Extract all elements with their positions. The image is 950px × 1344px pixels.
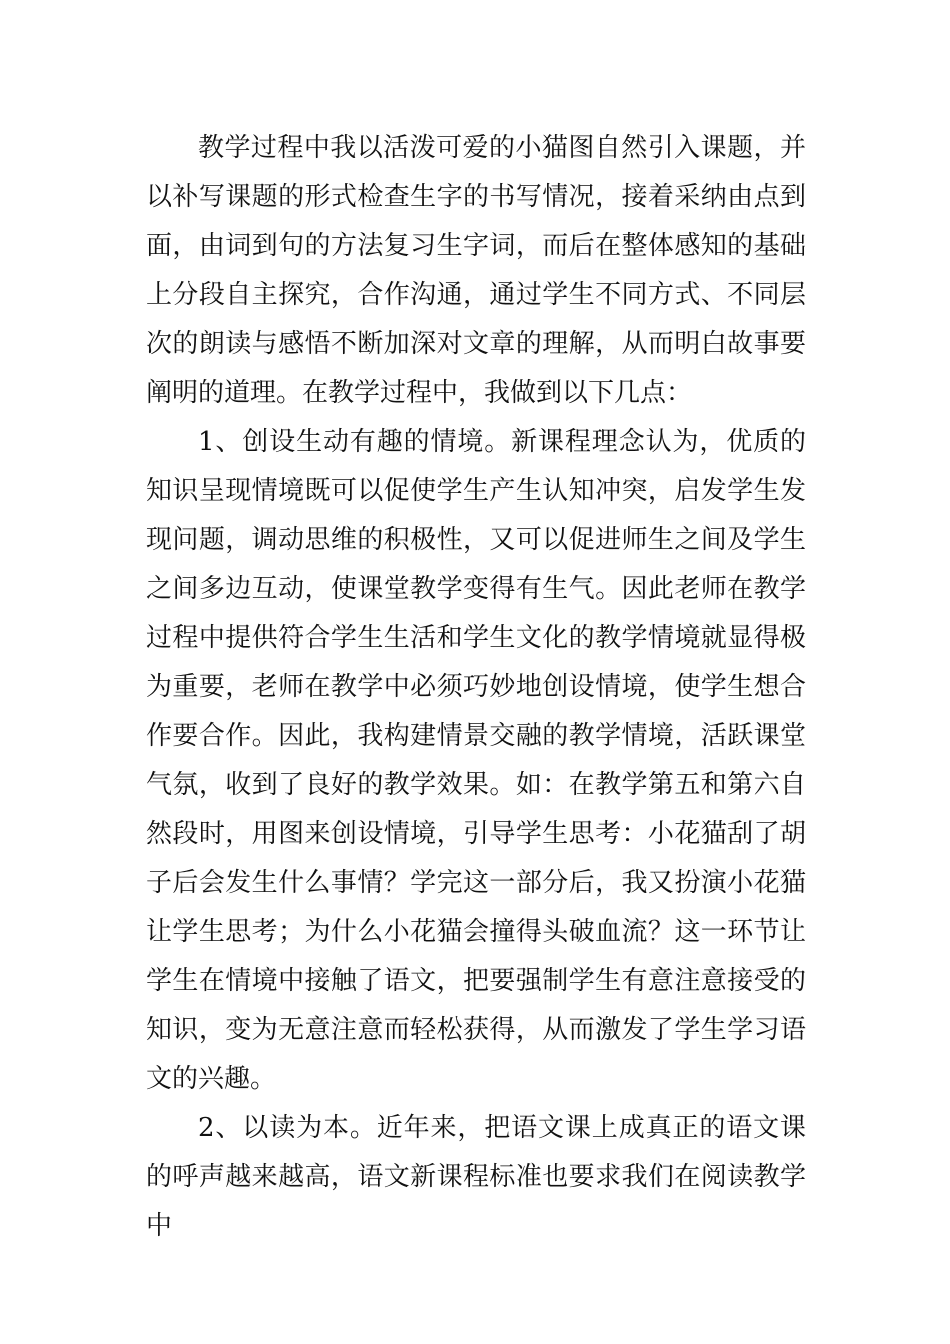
paragraph-point-1: 1、创设生动有趣的情境。新课程理念认为，优质的知识呈现情境既可以促使学生产生认知冲突，启发学生发现问题，调动思维的积极性，又可以促进师生之间及学生之间多边互动，使课堂教学变得有生气。因此老师在教学过程中提供符合学生生活和学生文化的教学情境就显得极为重要，老师在教学中必须巧妙地创设情境，使学生想合作要合作。因此，我构建情景交融的教学情境，活跃课堂气氛，收到了良好的教学效果。如：在教学第五和第六自然段时，用图来创设情境，引导学生思考：小花猫刮了胡子后会发生什么事情？学完这一部分后，我又扮演小花猫让学生思考；为什么小花猫会撞得头破血流？这一环节让学生在情境中接触了语文，把要强制学生有意注意接受的知识，变为无意注意而轻松获得，从而激发了学生学习语文的兴趣。	[146, 427, 806, 1094]
paragraph-intro: 教学过程中我以活泼可爱的小猫图自然引入课题，并以补写课题的形式检查生字的书写情况，接着采纳由点到面，由词到句的方法复习生字词，而后在整体感知的基础上分段自主探究，合作沟通，通过学生不同方式、不同层次的朗读与感悟不断加深对文章的理解，从而明白故事要阐明的道理。在教学过程中，我做到以下几点：	[146, 133, 806, 408]
paragraph-point-2: 2、以读为本。近年来，把语文课上成真正的语文课的呼声越来越高，语文新课程标准也要求我们在阅读教学中	[146, 1113, 806, 1241]
document-page	[146, 124, 806, 1251]
